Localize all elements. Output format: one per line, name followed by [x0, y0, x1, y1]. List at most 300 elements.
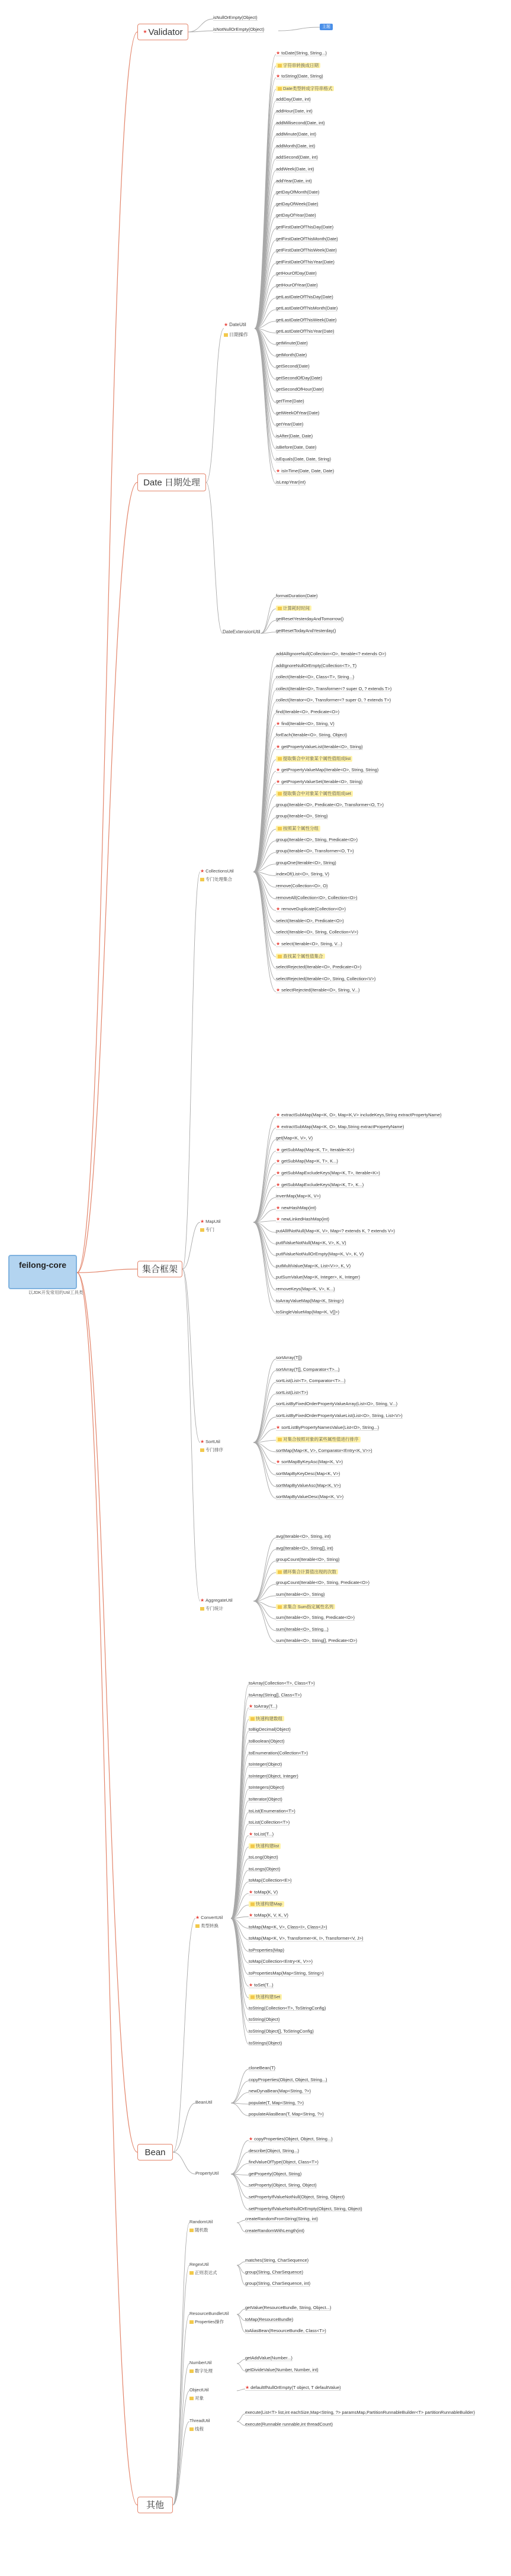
connector-line — [173, 2314, 189, 2505]
item-text: toIntegers(Object) — [249, 1785, 285, 1791]
other-node[interactable] — [137, 2497, 173, 2513]
method-item[interactable] — [276, 1379, 346, 1384]
item-text: createRandomFromString(String, int) — [245, 2216, 318, 2221]
method-item[interactable] — [276, 202, 319, 207]
note-item[interactable] — [249, 1716, 284, 1722]
item-text: sum(Iterable<O>, String, Predicate<O>) — [276, 1615, 355, 1621]
item-text: select(Iterable<O>, Predicate<O>) — [276, 917, 344, 923]
method-item[interactable] — [276, 872, 329, 877]
method-item[interactable] — [276, 698, 391, 703]
validator-item[interactable]: isNullOrEmpty(Object) — [213, 15, 258, 20]
method-item[interactable] — [276, 387, 324, 392]
item-text: populate(T, Map<String, ?>) — [249, 2100, 304, 2105]
method-item[interactable] — [249, 1878, 292, 1883]
group-beanutil[interactable] — [195, 2100, 212, 2105]
item-text: group(Iterable<O>, String) — [276, 813, 328, 819]
method-item[interactable] — [276, 1402, 397, 1407]
method-item[interactable] — [276, 237, 338, 242]
method-item[interactable] — [276, 1495, 343, 1500]
star-icon: ★ — [249, 1704, 253, 1709]
note-icon — [278, 757, 282, 761]
group-label: AggregateUtil — [205, 1598, 233, 1603]
item-text: putMultiValue(Map<K, List<V>>, K, V) — [276, 1263, 351, 1268]
star-icon: ★ — [276, 1216, 281, 1222]
method-item[interactable] — [276, 144, 315, 149]
group-propertyutil[interactable] — [195, 2171, 218, 2176]
method-item[interactable] — [249, 1809, 295, 1814]
method-item[interactable] — [276, 1471, 340, 1477]
connector-line — [237, 2309, 245, 2314]
method-item[interactable] — [249, 2137, 333, 2142]
method-item[interactable] — [276, 664, 356, 669]
item-text: extractSubMap(Map<K, O>, Map,String extractPropertyName) — [281, 1123, 404, 1129]
note-icon — [250, 1902, 255, 1906]
method-item[interactable] — [276, 1229, 395, 1234]
note-item[interactable] — [249, 1994, 282, 2000]
validator-label: Validator — [148, 27, 183, 37]
connector-line — [182, 872, 200, 1269]
method-item[interactable] — [249, 1948, 284, 1953]
method-item[interactable] — [276, 121, 325, 126]
method-item[interactable] — [276, 722, 335, 727]
item-text: getProperty(Object, String) — [249, 2171, 302, 2176]
method-item[interactable] — [276, 1171, 380, 1176]
method-item[interactable] — [276, 1615, 355, 1621]
validator-node[interactable] — [137, 24, 188, 40]
method-item[interactable] — [276, 919, 344, 924]
connector-line — [253, 1561, 276, 1601]
method-item[interactable] — [245, 2385, 341, 2391]
method-item[interactable] — [276, 803, 384, 808]
connector-line — [253, 713, 276, 872]
method-item[interactable] — [276, 907, 346, 912]
method-item[interactable] — [249, 2183, 317, 2188]
method-item[interactable] — [245, 2317, 293, 2323]
item-text: toMap(K, V, K, V) — [254, 1912, 288, 1918]
connector-line — [77, 1273, 137, 2505]
method-item[interactable] — [245, 2410, 475, 2416]
item-text: toMap(Collection<E>) — [249, 1878, 292, 1883]
group-note — [195, 1924, 218, 1928]
method-item[interactable] — [276, 629, 336, 634]
method-item[interactable] — [276, 710, 339, 715]
method-item[interactable] — [276, 594, 317, 599]
method-item[interactable] — [249, 1739, 284, 1744]
group-resourcebundleutil[interactable] — [189, 2311, 229, 2316]
method-item[interactable] — [245, 2217, 318, 2222]
connector-line — [253, 1573, 276, 1601]
method-item[interactable] — [276, 977, 375, 982]
group-note — [189, 2228, 208, 2233]
item-text: 计算耗时时间 — [283, 605, 310, 611]
method-item[interactable] — [276, 1206, 316, 1211]
item-text: sortListByFixedOrderPropertyValueArray(List<O>, String, V...) — [276, 1401, 398, 1407]
item-text: getValue(ResourceBundle, String, Object...) — [245, 2305, 332, 2310]
method-item[interactable] — [276, 1557, 340, 1563]
item-text: select(Iterable<O>, String, Collection<V>) — [276, 929, 358, 935]
item-text: toIterator(Object) — [249, 1796, 282, 1802]
group-randomutil[interactable] — [189, 2220, 213, 2224]
method-item[interactable] — [276, 1310, 339, 1315]
method-item[interactable] — [276, 341, 308, 346]
item-text: 查找某个属性值集合 — [283, 953, 323, 959]
method-item[interactable] — [276, 1355, 302, 1361]
method-item[interactable] — [249, 1774, 298, 1779]
method-item[interactable] — [276, 930, 358, 935]
item-text: getHourOfDay(Date) — [276, 271, 317, 276]
item-text: newHashMap(int) — [281, 1205, 316, 1210]
method-item[interactable] — [249, 1693, 301, 1698]
method-item[interactable] — [276, 884, 328, 889]
method-item[interactable] — [249, 2160, 319, 2165]
connector-line — [253, 1550, 276, 1601]
group-objectutil[interactable] — [189, 2388, 209, 2393]
note-item[interactable] — [276, 954, 325, 959]
method-item[interactable] — [249, 1936, 364, 1941]
group-label: SortUtil — [205, 1439, 220, 1444]
item-text: copyProperties(Object, Object, String...) — [254, 2136, 333, 2142]
method-item[interactable] — [276, 942, 342, 947]
group-note — [189, 2271, 217, 2275]
item-text: 循环集合计算值出现的次数 — [283, 1569, 336, 1574]
method-item[interactable] — [276, 1546, 333, 1551]
method-item[interactable] — [276, 733, 347, 738]
method-item[interactable] — [245, 2422, 333, 2427]
item-text: sortMap(Map<K, V>, Comparator<Entry<K, V>>) — [276, 1447, 372, 1453]
method-item[interactable] — [276, 51, 327, 56]
method-item[interactable] — [276, 652, 386, 657]
method-item[interactable] — [276, 353, 307, 358]
method-item[interactable] — [276, 838, 358, 843]
note-item[interactable] — [276, 756, 352, 762]
dateutil-label: ★ DateUtil — [224, 322, 246, 327]
method-item[interactable] — [249, 1983, 274, 1988]
method-item[interactable] — [276, 445, 316, 450]
method-item[interactable] — [276, 179, 312, 184]
method-item[interactable] — [249, 1855, 278, 1860]
method-item[interactable] — [249, 2006, 326, 2011]
method-item[interactable] — [276, 1136, 313, 1141]
bean-node[interactable] — [137, 2144, 173, 2160]
method-item[interactable] — [276, 248, 337, 253]
method-item[interactable] — [276, 1627, 329, 1632]
group-note-text: 专门统计 — [205, 1606, 223, 1611]
method-item[interactable] — [276, 1460, 343, 1465]
method-item[interactable] — [276, 1483, 341, 1489]
item-text: addMinute(Date, int) — [276, 131, 316, 137]
method-item[interactable] — [276, 190, 319, 195]
method-item[interactable] — [249, 1681, 315, 1686]
method-item[interactable] — [276, 399, 304, 404]
method-item[interactable] — [276, 1194, 320, 1199]
group-label: CollectionsUtil — [205, 868, 234, 874]
method-item[interactable] — [276, 768, 378, 773]
item-text: copyProperties(Object, Object, String...) — [249, 2076, 327, 2082]
method-item[interactable] — [276, 1241, 346, 1246]
connector-line — [255, 329, 276, 484]
connector-line — [255, 124, 276, 329]
note-icon — [278, 792, 282, 796]
method-item[interactable] — [249, 1890, 278, 1895]
note-item[interactable] — [276, 86, 334, 92]
item-text: toList(Collection<T>) — [249, 1820, 290, 1825]
method-item[interactable] — [276, 1148, 354, 1153]
item-text: isAfter(Date, Date) — [276, 433, 313, 439]
item-text: toLong(Object) — [249, 1854, 278, 1860]
method-item[interactable] — [276, 1425, 379, 1431]
note-item[interactable] — [276, 1604, 335, 1610]
method-item[interactable] — [276, 422, 303, 427]
method-item[interactable] — [276, 318, 336, 323]
item-text: 求集合 Sum指定属性名列 — [283, 1603, 334, 1609]
method-item[interactable] — [245, 2329, 326, 2334]
method-item[interactable] — [276, 469, 334, 474]
method-item[interactable] — [276, 687, 391, 692]
group-note-text: 专门处理集合 — [205, 877, 232, 882]
item-text: sortListByPropertyNamesValue(List<O>, String...) — [281, 1424, 380, 1430]
group-note — [200, 1228, 214, 1232]
group-collectionsutil[interactable] — [200, 869, 234, 874]
method-item[interactable] — [276, 1299, 344, 1304]
item-text: toArray(Collection<T>, Class<T>) — [249, 1680, 315, 1686]
method-item[interactable] — [276, 1534, 331, 1540]
connector-line — [253, 701, 276, 872]
method-item[interactable] — [249, 2078, 327, 2083]
topic-badge[interactable]: 主题 — [320, 24, 333, 30]
group-label: ObjectUtil — [189, 2387, 209, 2393]
method-item[interactable] — [276, 1413, 403, 1419]
note-item[interactable] — [276, 826, 320, 832]
group-maputil[interactable] — [200, 1219, 221, 1224]
method-item[interactable] — [276, 376, 322, 381]
star-icon: ★ — [200, 1219, 205, 1224]
method-item[interactable] — [249, 1727, 291, 1733]
item-text: putAllIfNotNull(Map<K, V>, Map<? extends K, ? extends V>) — [276, 1228, 395, 1234]
item-text: collect(Iterable<O>, Transformer<? super O, ? extends T>) — [276, 685, 392, 691]
method-item[interactable] — [276, 1217, 329, 1222]
method-item[interactable] — [245, 2229, 304, 2234]
item-text: group(Iterable<O>, String, Predicate<O>) — [276, 836, 358, 842]
star-icon: ★ — [276, 1158, 281, 1164]
method-item[interactable] — [276, 260, 335, 265]
connector-line — [253, 1442, 276, 1463]
method-item[interactable] — [276, 814, 328, 819]
method-item[interactable] — [245, 2368, 319, 2373]
method-item[interactable] — [276, 225, 333, 230]
method-item[interactable] — [276, 675, 354, 680]
method-item[interactable] — [249, 1820, 290, 1825]
method-item[interactable] — [249, 1925, 327, 1930]
note-icon — [200, 1448, 204, 1452]
method-item[interactable] — [276, 1367, 340, 1373]
item-text: toStrings(Object) — [249, 2040, 282, 2046]
item-text: getResetYesterdayAndTomorrow() — [276, 616, 344, 622]
connector-line — [253, 1382, 276, 1442]
method-item[interactable] — [276, 988, 359, 993]
method-item[interactable] — [249, 1704, 277, 1709]
method-item[interactable] — [276, 1183, 364, 1188]
method-item[interactable] — [276, 1390, 308, 1396]
method-item[interactable] — [249, 2172, 301, 2177]
item-text: selectRejected(Iterable<O>, String, V...) — [281, 987, 360, 993]
method-item[interactable] — [249, 2207, 362, 2212]
method-item[interactable] — [245, 2281, 310, 2287]
method-item[interactable] — [249, 1832, 274, 1837]
method-item[interactable] — [276, 306, 338, 311]
method-item[interactable] — [249, 1913, 288, 1918]
note-item[interactable] — [276, 606, 311, 611]
method-item[interactable] — [276, 167, 314, 172]
group-label: NumberUtil — [189, 2360, 212, 2365]
method-item[interactable] — [249, 1959, 313, 1965]
group-numberutil[interactable] — [189, 2361, 212, 2365]
star-icon: ★ — [276, 906, 281, 912]
method-item[interactable] — [276, 1287, 335, 1292]
group-convertutil[interactable] — [195, 1915, 223, 1920]
method-item[interactable] — [249, 1785, 284, 1791]
item-text: execute(Runnable runnable,int threadCount) — [245, 2421, 333, 2427]
group-aggregateutil[interactable] — [200, 1598, 233, 1603]
method-item[interactable] — [276, 1125, 404, 1130]
connector-line — [253, 872, 276, 910]
item-text: removeDuplicate(Collection<O>) — [281, 906, 346, 912]
note-icon — [200, 878, 204, 881]
validator-item[interactable]: isNotNullOrEmpty(Object) — [213, 27, 265, 32]
note-icon — [250, 1717, 255, 1721]
method-item[interactable] — [276, 745, 363, 750]
method-item[interactable] — [276, 1592, 325, 1598]
group-note-text: 随机数 — [195, 2227, 208, 2233]
connector-line — [231, 2152, 249, 2174]
method-item[interactable] — [276, 155, 318, 160]
method-item[interactable] — [249, 1797, 282, 1802]
method-item[interactable] — [276, 283, 318, 288]
note-item[interactable] — [249, 1901, 284, 1907]
date-node[interactable] — [137, 474, 206, 491]
connector-line — [261, 620, 276, 633]
group-sortutil[interactable] — [200, 1440, 220, 1444]
root-node[interactable] — [8, 1255, 77, 1289]
group-note-text: 正则表达式 — [195, 2270, 217, 2275]
method-item[interactable] — [249, 1971, 324, 1976]
group-note-text: 线程 — [195, 2426, 204, 2432]
note-item[interactable] — [276, 1437, 361, 1442]
method-item[interactable] — [276, 780, 362, 785]
method-item[interactable] — [276, 97, 311, 102]
method-item[interactable] — [249, 1751, 308, 1756]
group-label: BeanUtil — [195, 2100, 213, 2105]
item-text: sortMapByKeyAsc(Map<K, V>) — [281, 1459, 343, 1465]
method-item[interactable] — [276, 1638, 357, 1644]
method-item[interactable] — [245, 2258, 308, 2263]
item-text: 提取集合中对象某个属性值组成list — [283, 756, 351, 762]
item-text: getSubMap(Map<K, T>, K...) — [281, 1158, 338, 1164]
note-icon — [189, 2271, 194, 2275]
method-item[interactable] — [249, 2112, 324, 2117]
method-item[interactable] — [276, 213, 316, 218]
connector-line — [77, 1273, 137, 2152]
group-regexutil[interactable] — [189, 2262, 209, 2267]
item-text: isInTime(Date, Date, Date) — [281, 468, 335, 474]
method-item[interactable] — [276, 109, 313, 114]
item-text: setProperty(Object, String, Object) — [249, 2182, 317, 2188]
method-item[interactable] — [249, 2066, 275, 2071]
collection-node[interactable] — [137, 1261, 182, 1277]
method-item[interactable] — [276, 434, 313, 439]
note-item[interactable] — [276, 63, 320, 69]
method-item[interactable] — [276, 329, 335, 334]
method-item[interactable] — [276, 1580, 369, 1586]
method-item[interactable] — [245, 2305, 331, 2311]
method-item[interactable] — [249, 2101, 304, 2106]
connector-line — [206, 329, 224, 482]
note-item[interactable] — [249, 1843, 281, 1849]
connector-line — [231, 1918, 249, 1998]
note-item[interactable] — [276, 791, 353, 797]
method-item[interactable] — [249, 2041, 282, 2046]
connector-line — [77, 482, 137, 1273]
item-text: addMillisecond(Date, int) — [276, 120, 325, 125]
method-item[interactable] — [276, 480, 306, 485]
method-item[interactable] — [249, 2195, 345, 2200]
connector-line — [231, 2174, 249, 2187]
method-item[interactable] — [276, 617, 343, 622]
item-text: addDay(Date, int) — [276, 96, 311, 102]
method-item[interactable] — [276, 271, 317, 276]
method-item[interactable] — [249, 1762, 282, 1767]
method-item[interactable] — [245, 2356, 293, 2361]
item-text: getSubMapExcludeKeys(Map<K, T>, Iterable<K>) — [281, 1170, 380, 1176]
method-item[interactable] — [245, 2270, 303, 2275]
method-item[interactable] — [276, 295, 333, 300]
item-text: selectRejected(Iterable<O>, String, Collection<V>) — [276, 975, 376, 981]
method-item[interactable] — [276, 132, 316, 137]
item-text: collect(Iterator<O>, Transformer<? super O, ? extends T>) — [276, 697, 391, 703]
item-text: isBefore(Date, Date) — [276, 445, 317, 450]
method-item[interactable] — [276, 1275, 360, 1280]
method-item[interactable] — [276, 457, 331, 462]
method-item[interactable] — [276, 965, 361, 970]
note-item[interactable] — [276, 1569, 338, 1575]
method-item[interactable] — [249, 2089, 311, 2094]
method-item[interactable] — [276, 1264, 351, 1269]
method-item[interactable] — [276, 1252, 364, 1257]
star-icon: ★ — [200, 868, 205, 874]
method-item[interactable] — [276, 896, 358, 901]
note-icon — [250, 1844, 255, 1848]
method-item[interactable] — [276, 364, 310, 369]
item-text: toInteger(Object) — [249, 1762, 282, 1767]
root-subtitle: 以JDK开发常用的Util工具类 — [28, 1290, 83, 1295]
method-item[interactable] — [276, 74, 323, 79]
star-icon: ★ — [143, 29, 147, 34]
method-item[interactable] — [276, 861, 336, 866]
method-item[interactable] — [249, 2149, 299, 2154]
method-item[interactable] — [276, 1113, 442, 1118]
method-item[interactable] — [249, 2017, 280, 2023]
item-text: getYear(Date) — [276, 421, 304, 427]
method-item[interactable] — [276, 411, 319, 416]
method-item[interactable] — [276, 1448, 372, 1454]
group-threadutil[interactable] — [189, 2419, 210, 2423]
item-text: defaultIfNullOrEmpty(T object, T defaultValue) — [250, 2385, 341, 2390]
method-item[interactable] — [249, 2029, 314, 2034]
item-text: toList(Enumeration<T>) — [249, 1808, 295, 1814]
item-text: group(Iterable<O>, Predicate<O>, Transformer<O, T>) — [276, 801, 384, 807]
method-item[interactable] — [276, 1159, 338, 1164]
method-item[interactable] — [276, 849, 354, 854]
method-item[interactable] — [249, 1867, 280, 1872]
